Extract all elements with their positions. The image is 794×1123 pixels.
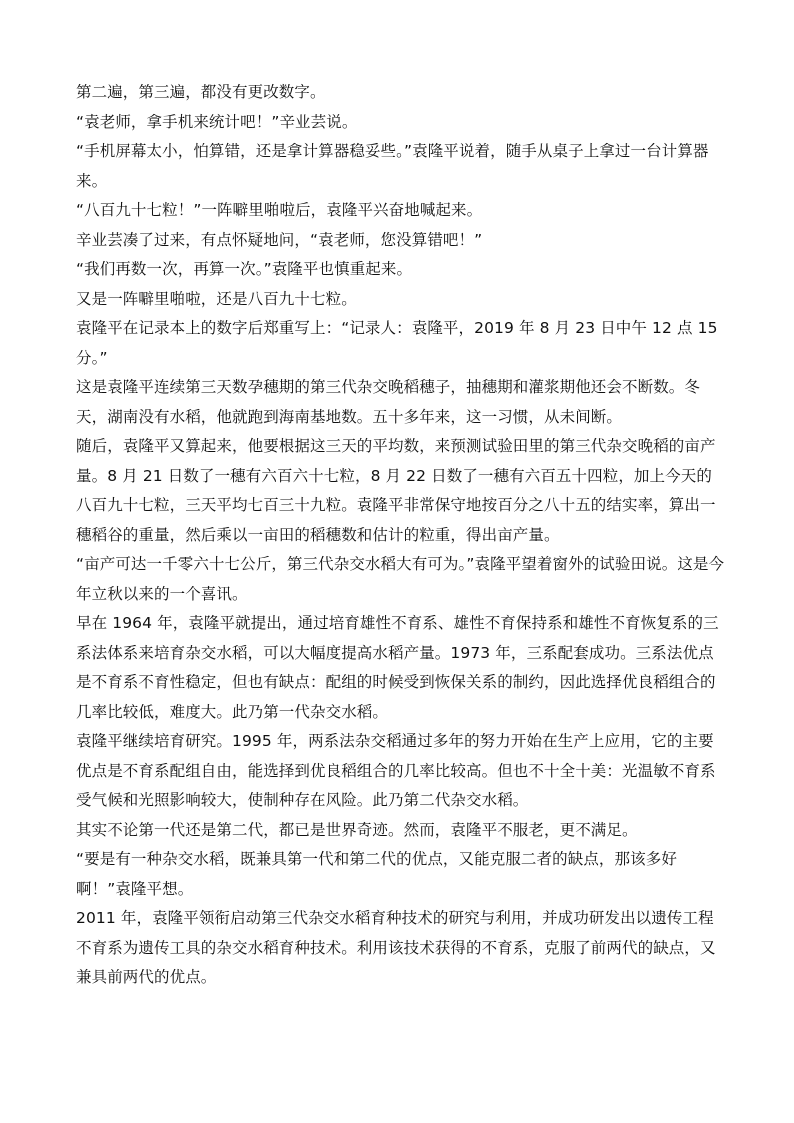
paragraph: 2011 年，袁隆平领衔启动第三代杂交水稻育种技术的研究与利用，并成功研发出以遗传工程不育系为遗传工具的杂交水稻育种技术。利用该技术获得的不育系，克服了前两代的缺点，又兼具前两代的优点。 <box>76 909 716 986</box>
paragraph: 这是袁隆平连续第三天数孕穗期的第三代杂交晚稻穗子，抽穗期和灌浆期他还会不断数。冬天，湖南没有水稻，他就跑到海南基地数。五十多年来，这一习惯，从未间断。 <box>76 378 701 426</box>
paragraph: “亩产可达一千零六十七公斤，第三代杂交水稻大有可为。”袁隆平望着窗外的试验田说。这是今年立秋以来的一个喜讯。 <box>76 555 725 603</box>
paragraph: “八百九十七粒！”一阵噼里啪啦后，袁隆平兴奋地喊起来。 <box>76 201 483 219</box>
paragraph: 其实不论第一代还是第二代，都已是世界奇迹。然而，袁隆平不服老，更不满足。 <box>76 820 638 839</box>
paragraph: “手机屏幕太小，怕算错，还是拿计算器稳妥些。”袁隆平说着，随手从桌子上拿过一台计算器来。 <box>76 142 709 190</box>
document-body <box>76 78 726 993</box>
paragraph: 随后，袁隆平又算起来，他要根据这三天的平均数，来预测试验田里的第三代杂交晚稻的亩产量。8 月 21 日数了一穗有六百六十七粒，8 月 22 日数了一穗有六百五十四粒，加上今天的八百九十七粒，三天平均七百三十九粒。袁隆平非常保守地按百分之八十五的结实率，算出一穗稻谷的重量，然后乘以一亩田的稻穗数和估计的粒重，得出亩产量。 <box>76 437 716 544</box>
paragraph: 第二遍，第三遍，都没有更改数字。 <box>76 83 326 101</box>
paragraph: 辛业芸凑了过来，有点怀疑地问，“袁老师，您没算错吧！” <box>76 230 483 249</box>
paragraph: “我们再数一次，再算一次。”袁隆平也慎重起来。 <box>76 260 413 278</box>
paragraph: 袁隆平继续培育研究。1995 年，两系法杂交稻通过多年的努力开始在生产上应用，它的主要优点是不育系配组自由，能选择到优良稻组合的几率比较高。但也不十全十美：光温敏不育系受气候和光照影响较大，使制种存在风险。此乃第二代杂交水稻。 <box>76 732 716 809</box>
paragraph: 早在 1964 年，袁隆平就提出，通过培育雄性不育系、雄性不育保持系和雄性不育恢复系的三系法体系来培育杂交水稻，可以大幅度提高水稻产量。1973 年，三系配套成功。三系法优点是不育系不育性稳定，但也有缺点：配组的时候受到恢保关系的制约，因此选择优良稻组合的几率比较低，难度大。此乃第一代杂交水稻。 <box>76 614 719 721</box>
paragraph: “要是有一种杂交水稻，既兼具第一代和第二代的优点，又能克服二者的缺点，那该多好啊！”袁隆平想。 <box>76 850 677 898</box>
paragraph: 袁隆平在记录本上的数字后郑重写上：“记录人：袁隆平，2019 年 8 月 23 日中午 12 点 15 分。” <box>76 319 723 367</box>
paragraph: “袁老师，拿手机来统计吧！”辛业芸说。 <box>76 112 358 131</box>
paragraph: 又是一阵噼里啪啦，还是八百九十七粒。 <box>76 289 357 308</box>
